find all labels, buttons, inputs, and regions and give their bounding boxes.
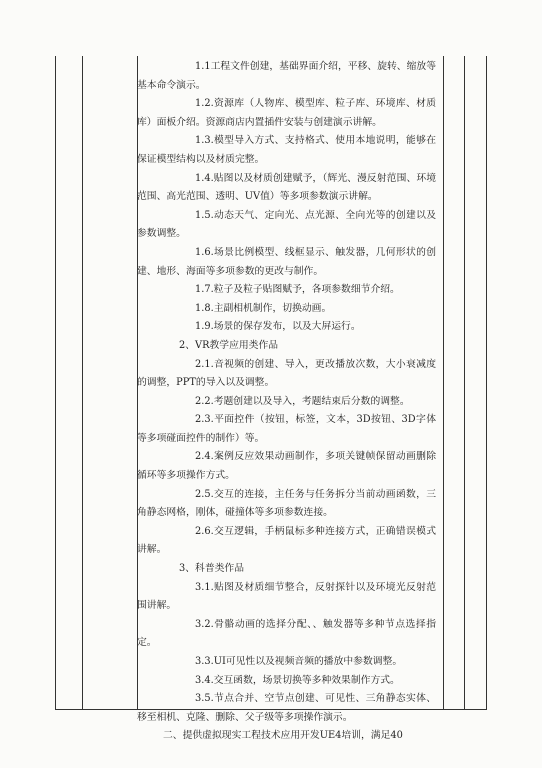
- list-item: 2.6.交互逻辑，手柄鼠标多种连接方式，正确错误模式讲解。: [137, 525, 436, 556]
- list-item: 1.8.主副相机制作，切换动画。: [195, 302, 332, 314]
- list-item: 1.2.资源库（人物库、模型库、粒子库、环境库、材质库）面板介绍。资源商店内置插件安装与创建演示讲解。: [137, 98, 436, 128]
- list-item: 1.3.模型导入方式、支持格式、使用本地说明，能够在保证模型结构以及材质完整。: [137, 135, 436, 165]
- list-item: 3.5.节点合并、空节点创建、可见性、三角静态实体、移至相机、克隆、删除、父子级等多项操作演示。: [137, 693, 436, 723]
- list-item: 1.7.粒子及粒子贴图赋予，各项参数细节介绍。: [195, 284, 400, 296]
- section-heading: 3、科普类作品: [179, 563, 245, 575]
- list-item: 2.1.音视频的创建、导入，更改播放次数，大小衰减度的调整，PPT的导入以及调整。: [137, 358, 436, 389]
- column-divider: [464, 56, 465, 709]
- section-heading: 2、VR教学应用类作品: [179, 339, 279, 351]
- column-divider: [82, 56, 83, 709]
- list-item: 1.5.动态天气、定向光、点光源、全向光等的创建以及参数调整。: [137, 209, 436, 240]
- list-item: 3.1.贴图及材质细节整合，反射探针以及环境光反射范围讲解。: [137, 581, 436, 612]
- list-item: 3.4.交互函数，场景切换等多种效果制作方式。: [195, 674, 400, 686]
- list-item: 1.9.场景的保存发布，以及大屏运行。: [195, 321, 361, 333]
- content-cell: [137, 58, 436, 746]
- list-item: 1.4.贴图以及材质创建赋予，（辉光、漫反射范围、环境范围、高光范围、透明、UV值）等多项参数演示讲解。: [137, 172, 436, 203]
- column-divider: [443, 56, 444, 709]
- list-item: 2.3.平面控件（按钮，标签，文本，3D按钮、3D字体等多项碰面控件的制作）等。: [137, 414, 436, 444]
- list-item: 3.3.UI可见性以及视频音频的播放中参数调整。: [195, 656, 403, 667]
- list-item: 1.6.场景比例模型、线框显示、触发器，几何形状的创建、地形、海面等多项参数的更改与制作。: [137, 246, 436, 277]
- list-item: 2.5.交互的连接，主任务与任务拆分当前动画函数，三角静态网格，刚体，碰撞体等多项参数连接。: [137, 488, 436, 519]
- main-item: 二、提供虚拟现实工程技术应用开发UE4培训，满足40: [163, 730, 403, 742]
- list-item: 2.2.考题创建以及导入，考题结束后分数的调整。: [195, 395, 410, 407]
- list-item: 1.1工程文件创建，基础界面介绍，平移、旋转、缩放等基本命令演示。: [137, 61, 436, 91]
- list-item: 3.2.骨骼动画的选择分配、、触发器等多种节点选择指定。: [137, 618, 436, 649]
- list-item: 2.4.案例反应效果动画制作，多项关键帧保留动画删除循环等多项操作方式。: [137, 451, 436, 482]
